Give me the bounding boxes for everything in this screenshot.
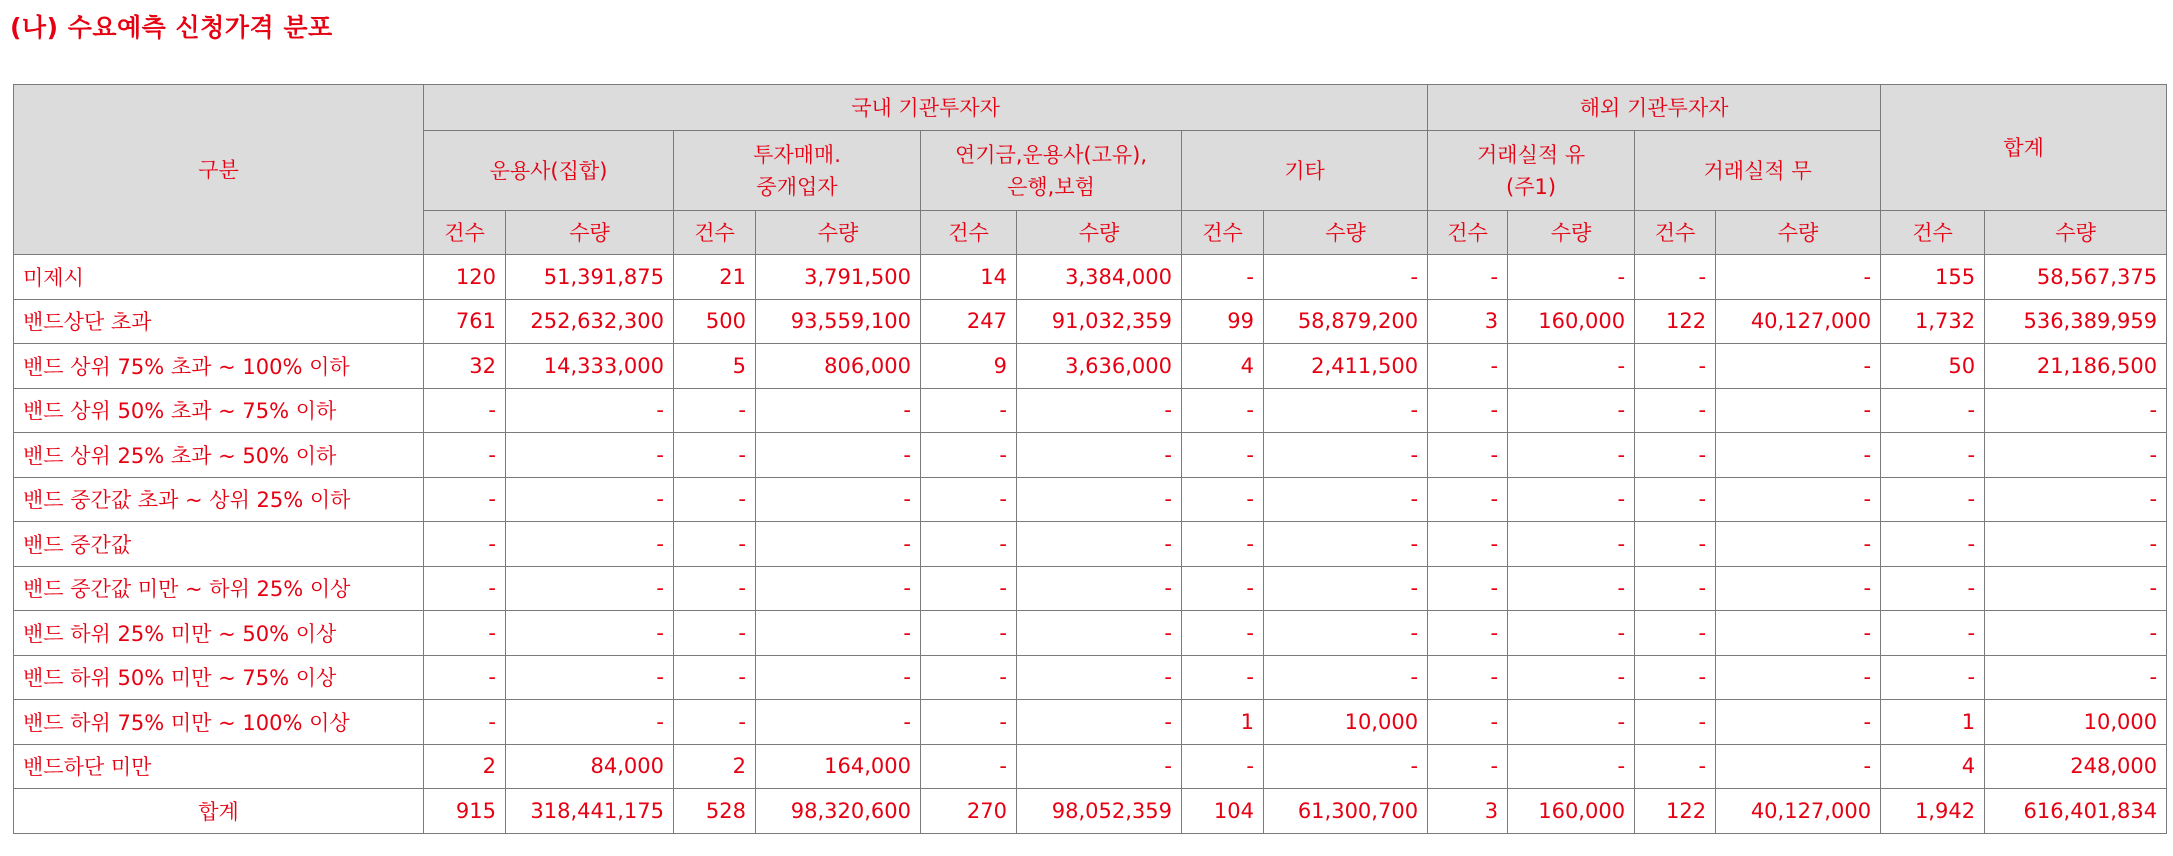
qty-cell: - [1017,744,1182,789]
qty-cell: 160,000 [1508,299,1635,344]
table-row [14,700,2167,745]
count-cell: - [1881,522,1985,567]
count-cell: - [1635,744,1716,789]
count-cell: - [1881,611,1985,656]
count-cell: - [1881,388,1985,433]
qty-cell: 160,000 [1508,789,1635,834]
qty-cell: - [1508,477,1635,522]
qty-cell: - [1017,700,1182,745]
header-count-0: 건수 [424,211,506,255]
qty-cell: - [1985,477,2167,522]
qty-cell: - [1508,611,1635,656]
count-cell: 4 [1881,744,1985,789]
count-cell: 104 [1182,789,1264,834]
page-title: (나) 수요예측 신청가격 분포 [10,13,333,42]
header-group-2: 연기금,운용사(고유), 은행,보험 [921,131,1182,211]
count-cell: - [921,744,1017,789]
qty-cell: - [1264,433,1428,478]
count-cell: 3 [1428,299,1508,344]
qty-cell: - [1508,344,1635,389]
count-cell: - [1881,433,1985,478]
header-qty-5: 수량 [1716,211,1881,255]
qty-cell: - [756,700,921,745]
table-row [14,477,2167,522]
row-label: 밴드 하위 25% 미만 ~ 50% 이상 [14,611,424,656]
count-cell: 528 [674,789,756,834]
qty-cell: - [1264,655,1428,700]
count-cell: 2 [424,744,506,789]
header-count-4: 건수 [1428,211,1508,255]
row-label: 밴드 중간값 초과 ~ 상위 25% 이하 [14,477,424,522]
qty-cell: - [1264,388,1428,433]
count-cell: - [1635,255,1716,300]
row-label: 밴드 중간값 미만 ~ 하위 25% 이상 [14,566,424,611]
qty-cell: - [756,655,921,700]
qty-cell: - [1716,255,1881,300]
count-cell: - [424,477,506,522]
count-cell: - [921,655,1017,700]
qty-cell: - [1716,344,1881,389]
count-cell: - [1635,655,1716,700]
qty-cell: - [1508,255,1635,300]
count-cell: 122 [1635,789,1716,834]
count-cell: 270 [921,789,1017,834]
header-count-1: 건수 [674,211,756,255]
count-cell: - [424,388,506,433]
count-cell: 5 [674,344,756,389]
row-label: 밴드 하위 50% 미만 ~ 75% 이상 [14,655,424,700]
count-cell: - [1428,433,1508,478]
count-cell: - [1635,700,1716,745]
header-total: 합계 [1881,85,2167,211]
count-cell: - [424,700,506,745]
count-cell: - [1428,255,1508,300]
count-cell: - [424,433,506,478]
qty-cell: 98,320,600 [756,789,921,834]
qty-cell: - [756,433,921,478]
count-cell: - [674,433,756,478]
count-cell: 1 [1881,700,1985,745]
count-cell: - [1428,611,1508,656]
count-cell: 21 [674,255,756,300]
qty-cell: - [506,566,674,611]
qty-cell: - [1985,655,2167,700]
row-label: 밴드 상위 50% 초과 ~ 75% 이하 [14,388,424,433]
qty-cell: - [1264,522,1428,567]
count-cell: - [1635,344,1716,389]
qty-cell: 248,000 [1985,744,2167,789]
row-label: 밴드 중간값 [14,522,424,567]
row-label: 밴드상단 초과 [14,299,424,344]
count-cell: - [674,388,756,433]
qty-cell: - [756,566,921,611]
qty-cell: - [756,522,921,567]
table-row [14,344,2167,389]
qty-cell: 806,000 [756,344,921,389]
header-group-0: 운용사(집합) [424,131,674,211]
count-cell: - [424,611,506,656]
qty-cell: - [506,522,674,567]
count-cell: - [921,522,1017,567]
qty-cell: - [1716,388,1881,433]
count-cell: - [1635,433,1716,478]
header-count-3: 건수 [1182,211,1264,255]
qty-cell: - [1985,566,2167,611]
count-cell: - [1182,655,1264,700]
total-label: 합계 [14,789,424,834]
count-cell: - [674,655,756,700]
table-row [14,299,2167,344]
count-cell: - [1881,477,1985,522]
qty-cell: - [1264,255,1428,300]
qty-cell: - [1716,700,1881,745]
header-qty-1: 수량 [756,211,921,255]
qty-cell: - [1017,388,1182,433]
qty-cell: - [1017,566,1182,611]
qty-cell: - [1985,388,2167,433]
row-label: 밴드 하위 75% 미만 ~ 100% 이상 [14,700,424,745]
count-cell: 122 [1635,299,1716,344]
count-cell: - [1428,344,1508,389]
count-cell: - [1182,611,1264,656]
qty-cell: - [1508,655,1635,700]
qty-cell: 40,127,000 [1716,789,1881,834]
header-group-4: 거래실적 유 (주1) [1428,131,1635,211]
count-cell: - [674,522,756,567]
qty-cell: 91,032,359 [1017,299,1182,344]
count-cell: 761 [424,299,506,344]
qty-cell: - [1716,655,1881,700]
qty-cell: - [506,700,674,745]
table-row [14,655,2167,700]
count-cell: - [424,566,506,611]
qty-cell: - [1508,522,1635,567]
header-group-1: 투자매매. 중개업자 [674,131,921,211]
qty-cell: - [506,611,674,656]
table-row [14,433,2167,478]
count-cell: - [1182,433,1264,478]
qty-cell: - [1017,433,1182,478]
header-qty-4: 수량 [1508,211,1635,255]
count-cell: - [1428,744,1508,789]
table-row [14,611,2167,656]
header-category: 구분 [14,85,424,255]
qty-cell: - [1264,477,1428,522]
qty-cell: - [756,388,921,433]
header-qty-0: 수량 [506,211,674,255]
header-count-5: 건수 [1635,211,1716,255]
count-cell: 155 [1881,255,1985,300]
qty-cell: - [506,655,674,700]
table-row [14,744,2167,789]
qty-cell: - [1508,566,1635,611]
row-label: 밴드 상위 25% 초과 ~ 50% 이하 [14,433,424,478]
count-cell: - [921,388,1017,433]
demand-forecast-table [13,84,2167,834]
header-domestic: 국내 기관투자자 [424,85,1428,131]
count-cell: - [1428,477,1508,522]
qty-cell: - [506,433,674,478]
qty-cell: - [1264,566,1428,611]
count-cell: - [674,700,756,745]
count-cell: - [1635,566,1716,611]
qty-cell: 3,791,500 [756,255,921,300]
count-cell: - [1182,744,1264,789]
header-qty-6: 수량 [1985,211,2167,255]
qty-cell: 98,052,359 [1017,789,1182,834]
qty-cell: 318,441,175 [506,789,674,834]
qty-cell: - [1508,388,1635,433]
count-cell: - [1182,566,1264,611]
count-cell: 247 [921,299,1017,344]
count-cell: 120 [424,255,506,300]
count-cell: 99 [1182,299,1264,344]
header-qty-2: 수량 [1017,211,1182,255]
table-row [14,255,2167,300]
qty-cell: - [1716,522,1881,567]
qty-cell: - [1017,655,1182,700]
table-row [14,566,2167,611]
count-cell: 14 [921,255,1017,300]
count-cell: 500 [674,299,756,344]
count-cell: - [921,611,1017,656]
qty-cell: - [756,611,921,656]
count-cell: - [921,433,1017,478]
qty-cell: 61,300,700 [1264,789,1428,834]
qty-cell: 616,401,834 [1985,789,2167,834]
count-cell: - [1428,388,1508,433]
qty-cell: - [1017,522,1182,567]
count-cell: - [1881,566,1985,611]
row-label: 미제시 [14,255,424,300]
header-count-6: 건수 [1881,211,1985,255]
qty-cell: - [756,477,921,522]
header-count-2: 건수 [921,211,1017,255]
qty-cell: - [1508,433,1635,478]
count-cell: 1,732 [1881,299,1985,344]
header-group-3: 기타 [1182,131,1428,211]
count-cell: - [1182,522,1264,567]
qty-cell: 58,567,375 [1985,255,2167,300]
count-cell: 1,942 [1881,789,1985,834]
count-cell: 1 [1182,700,1264,745]
qty-cell: 252,632,300 [506,299,674,344]
qty-cell: 164,000 [756,744,921,789]
header-foreign: 해외 기관투자자 [1428,85,1881,131]
table-row [14,522,2167,567]
qty-cell: - [1017,477,1182,522]
count-cell: 50 [1881,344,1985,389]
count-cell: - [1635,477,1716,522]
qty-cell: - [1508,744,1635,789]
count-cell: - [1635,388,1716,433]
count-cell: 3 [1428,789,1508,834]
count-cell: - [921,566,1017,611]
count-cell: - [1428,655,1508,700]
count-cell: 915 [424,789,506,834]
count-cell: 32 [424,344,506,389]
qty-cell: - [506,388,674,433]
count-cell: - [921,477,1017,522]
qty-cell: 3,384,000 [1017,255,1182,300]
count-cell: - [1635,522,1716,567]
count-cell: - [921,700,1017,745]
count-cell: - [674,566,756,611]
count-cell: - [1428,522,1508,567]
count-cell: 4 [1182,344,1264,389]
qty-cell: 51,391,875 [506,255,674,300]
qty-cell: - [1985,611,2167,656]
qty-cell: - [1985,522,2167,567]
qty-cell: - [506,477,674,522]
count-cell: - [424,655,506,700]
count-cell: - [1428,566,1508,611]
qty-cell: - [1716,611,1881,656]
qty-cell: 58,879,200 [1264,299,1428,344]
count-cell: - [1182,388,1264,433]
header-qty-3: 수량 [1264,211,1428,255]
total-row [14,789,2167,834]
qty-cell: - [1985,433,2167,478]
count-cell: 2 [674,744,756,789]
qty-cell: - [1264,744,1428,789]
count-cell: - [674,477,756,522]
qty-cell: 14,333,000 [506,344,674,389]
qty-cell: - [1716,477,1881,522]
count-cell: - [674,611,756,656]
qty-cell: - [1716,566,1881,611]
qty-cell: - [1716,433,1881,478]
qty-cell: 3,636,000 [1017,344,1182,389]
row-label: 밴드 상위 75% 초과 ~ 100% 이하 [14,344,424,389]
qty-cell: 93,559,100 [756,299,921,344]
count-cell: - [1182,255,1264,300]
count-cell: - [1635,611,1716,656]
row-label: 밴드하단 미만 [14,744,424,789]
header-group-5: 거래실적 무 [1635,131,1881,211]
table-row [14,388,2167,433]
qty-cell: 10,000 [1264,700,1428,745]
count-cell: - [1428,700,1508,745]
qty-cell: 2,411,500 [1264,344,1428,389]
count-cell: - [1182,477,1264,522]
qty-cell: 40,127,000 [1716,299,1881,344]
qty-cell: 84,000 [506,744,674,789]
count-cell: - [1881,655,1985,700]
qty-cell: - [1508,700,1635,745]
count-cell: 9 [921,344,1017,389]
qty-cell: 21,186,500 [1985,344,2167,389]
qty-cell: - [1017,611,1182,656]
qty-cell: 536,389,959 [1985,299,2167,344]
qty-cell: 10,000 [1985,700,2167,745]
qty-cell: - [1716,744,1881,789]
qty-cell: - [1264,611,1428,656]
count-cell: - [424,522,506,567]
